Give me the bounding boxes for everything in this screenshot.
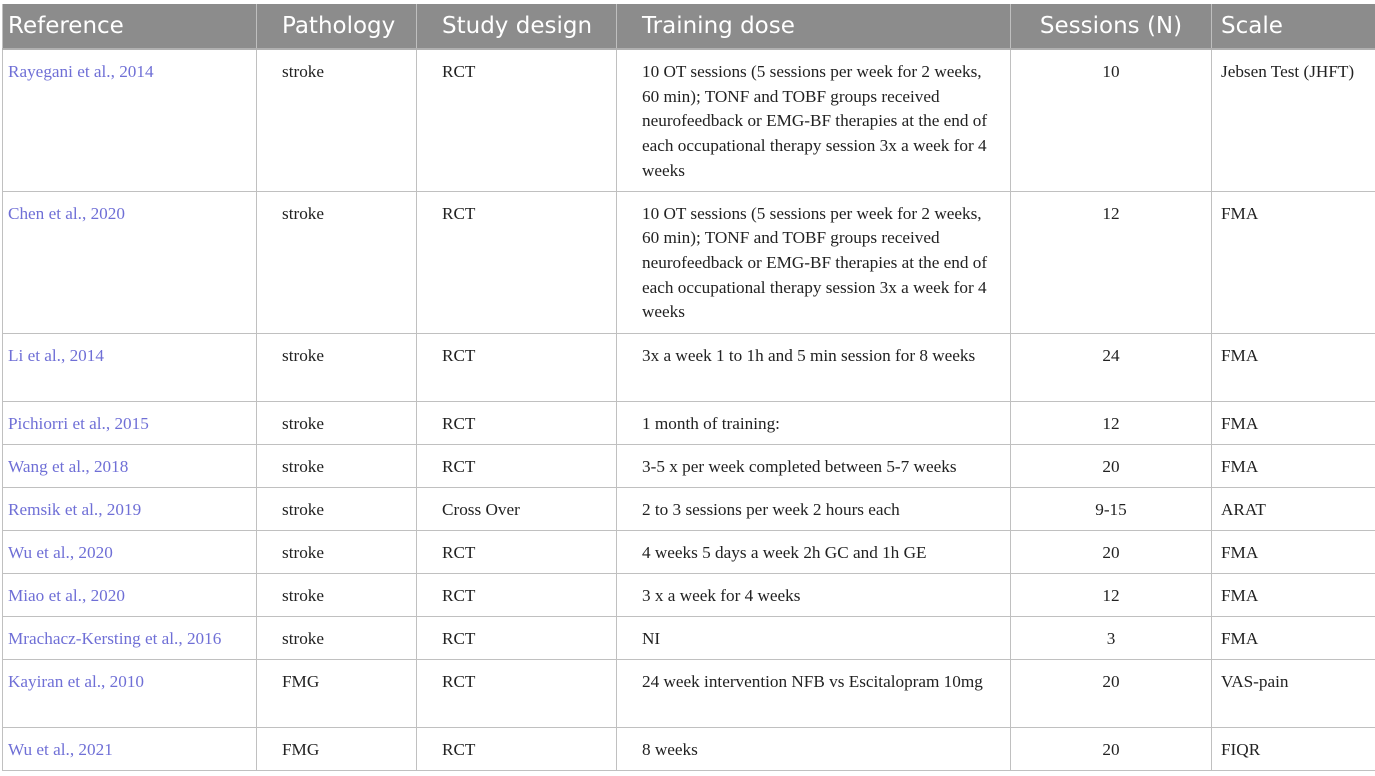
cell-scale: FMA: [1212, 530, 1375, 573]
header-scale: Scale: [1212, 4, 1375, 49]
cell-sessions: 9-15: [1011, 487, 1212, 530]
cell-scale: FMA: [1212, 444, 1375, 487]
cell-sessions: 24: [1011, 333, 1212, 401]
table-row: [3, 444, 1375, 487]
table-row: [3, 191, 1375, 333]
header-study-design: Study design: [417, 4, 617, 49]
cell-scale: VAS-pain: [1212, 659, 1375, 727]
cell-sessions: 12: [1011, 191, 1212, 333]
cell-scale: FMA: [1212, 573, 1375, 616]
table-row: [3, 530, 1375, 573]
cell-reference[interactable]: Mrachacz-Kersting et al., 2016: [3, 616, 257, 659]
cell-sessions: 12: [1011, 401, 1212, 444]
cell-scale: FMA: [1212, 401, 1375, 444]
cell-reference[interactable]: Kayiran et al., 2010: [3, 659, 257, 727]
table-row: [3, 333, 1375, 401]
cell-study-design: RCT: [417, 573, 617, 616]
cell-pathology: stroke: [257, 616, 417, 659]
cell-training-dose: NI: [617, 616, 1011, 659]
studies-table: [2, 4, 1375, 771]
cell-reference[interactable]: Wu et al., 2020: [3, 530, 257, 573]
cell-reference[interactable]: Li et al., 2014: [3, 333, 257, 401]
cell-training-dose: 24 week intervention NFB vs Escitalopram 10mg: [617, 659, 1011, 727]
cell-sessions: 20: [1011, 444, 1212, 487]
cell-study-design: Cross Over: [417, 487, 617, 530]
cell-pathology: stroke: [257, 333, 417, 401]
cell-scale: FIQR: [1212, 727, 1375, 770]
cell-training-dose: 10 OT sessions (5 sessions per week for 2 weeks, 60 min); TONF and TOBF groups received neurofeedback or EMG-BF therapies at the end of each occupational therapy session 3x a week for 4 weeks: [617, 49, 1011, 191]
cell-training-dose: 8 weeks: [617, 727, 1011, 770]
cell-reference[interactable]: Remsik et al., 2019: [3, 487, 257, 530]
cell-scale: FMA: [1212, 191, 1375, 333]
cell-pathology: stroke: [257, 401, 417, 444]
table-row: [3, 727, 1375, 770]
cell-scale: FMA: [1212, 616, 1375, 659]
cell-training-dose: 1 month of training:: [617, 401, 1011, 444]
cell-sessions: 3: [1011, 616, 1212, 659]
cell-pathology: FMG: [257, 659, 417, 727]
cell-pathology: FMG: [257, 727, 417, 770]
table-row: [3, 487, 1375, 530]
table-row: [3, 573, 1375, 616]
cell-reference[interactable]: Wang et al., 2018: [3, 444, 257, 487]
table-row: [3, 659, 1375, 727]
cell-scale: Jebsen Test (JHFT): [1212, 49, 1375, 191]
cell-pathology: stroke: [257, 444, 417, 487]
cell-reference[interactable]: Pichiorri et al., 2015: [3, 401, 257, 444]
header-row: [3, 4, 1375, 49]
cell-sessions: 20: [1011, 659, 1212, 727]
header-pathology: Pathology: [257, 4, 417, 49]
cell-sessions: 12: [1011, 573, 1212, 616]
cell-study-design: RCT: [417, 191, 617, 333]
cell-training-dose: 4 weeks 5 days a week 2h GC and 1h GE: [617, 530, 1011, 573]
cell-training-dose: 3x a week 1 to 1h and 5 min session for 8 weeks: [617, 333, 1011, 401]
cell-study-design: RCT: [417, 333, 617, 401]
cell-reference[interactable]: Miao et al., 2020: [3, 573, 257, 616]
cell-study-design: RCT: [417, 659, 617, 727]
cell-study-design: RCT: [417, 444, 617, 487]
cell-study-design: RCT: [417, 49, 617, 191]
cell-training-dose: 2 to 3 sessions per week 2 hours each: [617, 487, 1011, 530]
cell-study-design: RCT: [417, 401, 617, 444]
cell-sessions: 20: [1011, 530, 1212, 573]
cell-reference[interactable]: Rayegani et al., 2014: [3, 49, 257, 191]
header-sessions: Sessions (N): [1011, 4, 1212, 49]
cell-pathology: stroke: [257, 191, 417, 333]
cell-pathology: stroke: [257, 530, 417, 573]
header-training-dose: Training dose: [617, 4, 1011, 49]
cell-scale: ARAT: [1212, 487, 1375, 530]
table-row: [3, 49, 1375, 191]
cell-study-design: RCT: [417, 616, 617, 659]
cell-training-dose: 10 OT sessions (5 sessions per week for 2 weeks, 60 min); TONF and TOBF groups received neurofeedback or EMG-BF therapies at the end of each occupational therapy session 3x a week for 4 weeks: [617, 191, 1011, 333]
cell-study-design: RCT: [417, 727, 617, 770]
cell-training-dose: 3 x a week for 4 weeks: [617, 573, 1011, 616]
cell-pathology: stroke: [257, 487, 417, 530]
cell-sessions: 20: [1011, 727, 1212, 770]
header-reference: Reference: [3, 4, 257, 49]
cell-pathology: stroke: [257, 49, 417, 191]
cell-training-dose: 3-5 x per week completed between 5-7 weeks: [617, 444, 1011, 487]
cell-study-design: RCT: [417, 530, 617, 573]
table-row: [3, 401, 1375, 444]
cell-sessions: 10: [1011, 49, 1212, 191]
cell-pathology: stroke: [257, 573, 417, 616]
table-row: [3, 616, 1375, 659]
cell-scale: FMA: [1212, 333, 1375, 401]
cell-reference[interactable]: Wu et al., 2021: [3, 727, 257, 770]
cell-reference[interactable]: Chen et al., 2020: [3, 191, 257, 333]
